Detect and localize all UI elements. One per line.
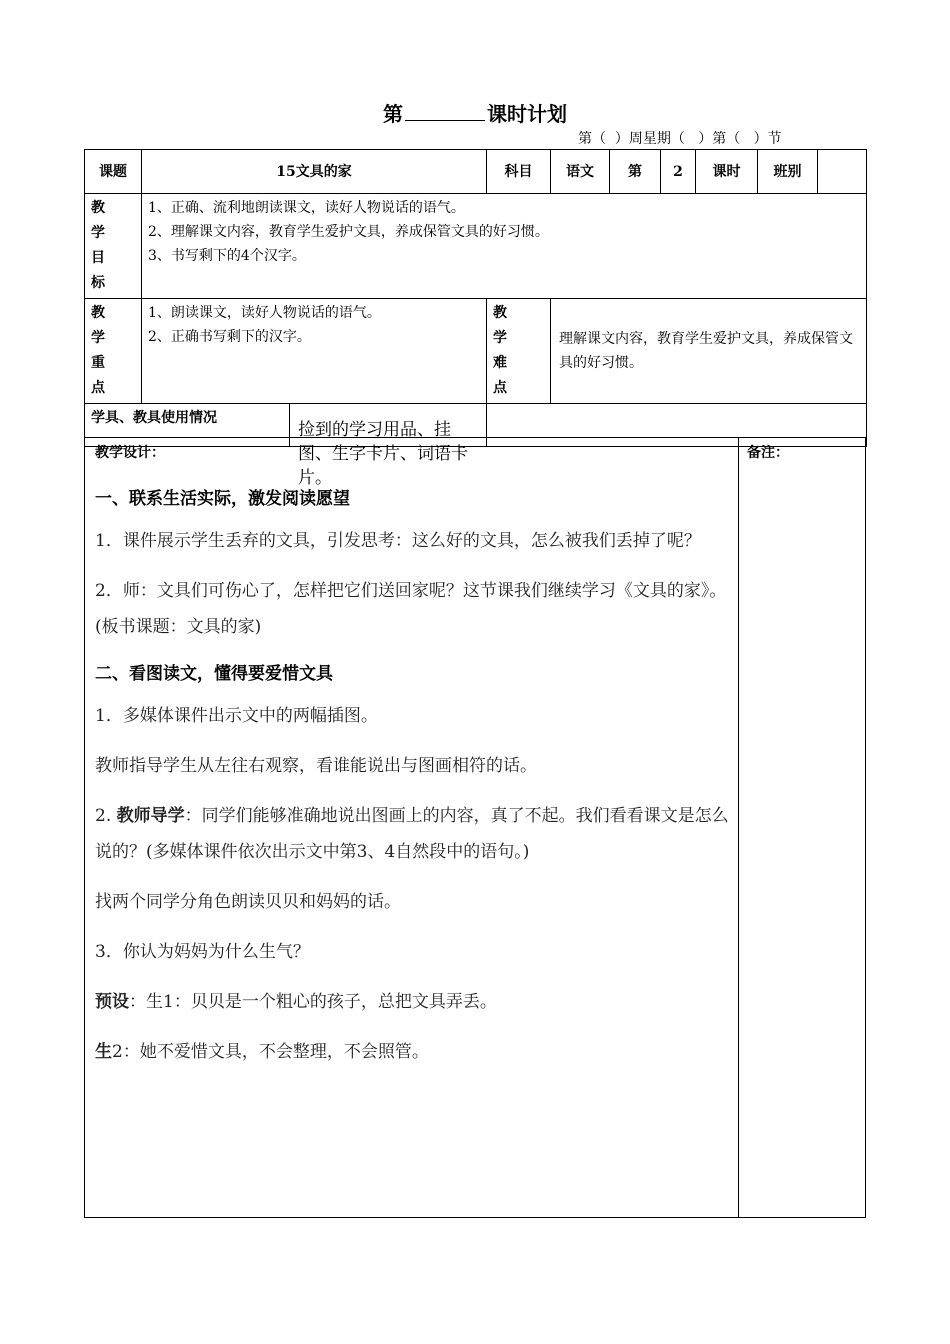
teaching-design-section (84, 437, 866, 1218)
class-label: 班别 (758, 150, 818, 194)
period-number: 2 (661, 150, 696, 194)
class-value (818, 150, 867, 194)
paragraph: 教师指导学生从左往右观察，看谁能说出与图画相符的话。 (95, 756, 537, 776)
paragraph: 1．多媒体课件出示文中的两幅插图。 (95, 706, 378, 726)
key-point-item: 1、朗读课文，读好人物说话的语气。 (148, 305, 381, 321)
title-suffix: 课时计划 (487, 102, 567, 126)
objectives-label: 教 学 目 标 (85, 194, 142, 299)
paragraph: 找两个同学分角色朗读贝贝和妈妈的话。 (95, 892, 401, 912)
period-prefix: 第 (610, 150, 661, 194)
paragraph: 2. 教师导学：同学们能够准确地说出图画上的内容，真了不起。我们看看课文是怎么说的？(多媒体课件依次出示文中第3、4自然段中的语句。) (95, 806, 729, 862)
tools-value: 捡到的学习用品、挂图、生字卡片、词语卡片。 (289, 404, 486, 446)
section-heading-1: 一、联系生活实际，激发阅读愿望 (95, 489, 350, 509)
title-prefix: 第 (383, 102, 403, 126)
page-title (0, 98, 950, 127)
paragraph: 预设：生1：贝贝是一个粗心的孩子，总把文具弄丢。 (95, 992, 497, 1012)
topic-value: 15文具的家 (142, 150, 487, 194)
teaching-design-content (95, 442, 731, 1084)
objectives-content (142, 194, 867, 299)
subject-label: 科目 (487, 150, 551, 194)
topic-label: 课题 (85, 150, 142, 194)
remark-label: 备注： (747, 445, 789, 461)
tools-label: 学具、教具使用情况 (91, 410, 217, 426)
key-point-item: 2、正确书写剩下的汉字。 (148, 329, 311, 345)
schedule-line: 第（ ）周星期（ ）第（ ）节 (578, 131, 782, 147)
period-label: 课时 (696, 150, 758, 194)
objective-item: 2、理解课文内容，教育学生爱护文具，养成保管文具的好习惯。 (148, 224, 549, 240)
paragraph: 3．你认为妈妈为什么生气？ (95, 942, 310, 962)
difficulty-label: 教 学 难 点 (487, 299, 551, 404)
design-label: 教学设计： (95, 445, 165, 461)
title-blank-line (405, 102, 485, 121)
paragraph: 2．师：文具们可伤心了，怎样把它们送回家呢？这节课我们继续学习《文具的家》。(板书课题：文具的家) (95, 581, 727, 637)
objective-item: 1、正确、流利地朗读课文，读好人物说话的语气。 (148, 200, 465, 216)
objective-item: 3、书写剩下的4个汉字。 (148, 248, 306, 264)
column-divider (738, 438, 739, 1217)
paragraph: 1．课件展示学生丢弃的文具，引发思考：这么好的文具，怎么被我们丢掉了呢？ (95, 531, 701, 551)
subject-value: 语文 (551, 150, 610, 194)
paragraph: 生2：她不爱惜文具，不会整理，不会照管。 (95, 1042, 429, 1062)
difficulty-content: 理解课文内容，教育学生爱护文具，养成保管文具的好习惯。 (551, 299, 867, 404)
section-heading-2: 二、看图读文，懂得要爱惜文具 (95, 664, 333, 684)
key-points-content (142, 299, 487, 404)
key-points-label: 教 学 重 点 (85, 299, 142, 404)
